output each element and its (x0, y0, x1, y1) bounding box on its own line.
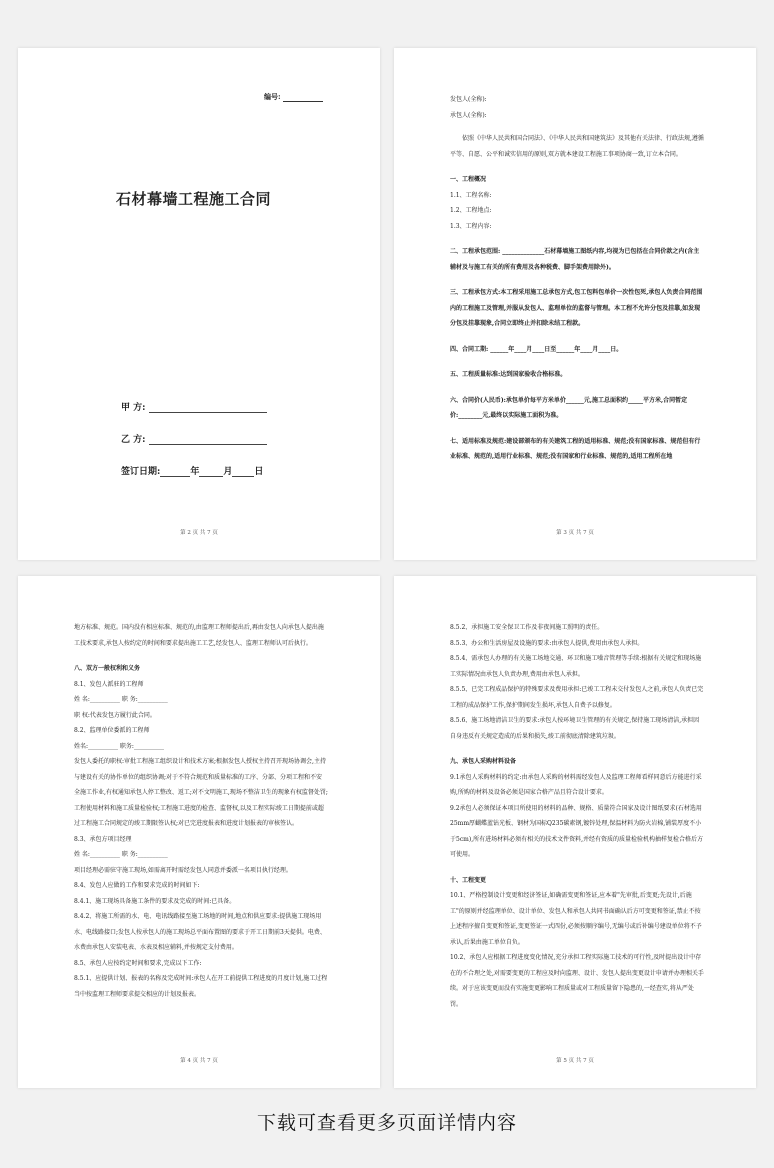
section-heading: 六、合同价(人民币):承包单价每平方米单价______元,施工总面积约_____平方米,合同暂定价:________元,最终以实际施工面积为准。 (450, 396, 688, 419)
paragraph: 8.4、发包人应做的工作和要求完成的时间如下: (74, 882, 200, 889)
paragraph: 8.5.4、需承包人办理的有关施工场地交通、环卫和施工噪音管理等手续:根据有关规定和现场施工实际情况由承包人负责办理,费用由承包人承担。 (450, 655, 702, 678)
paragraph: 地方标准、规范。国内没有相应标准、规范的,由监理工程师提出后,再由发包人向承包人提出施工技术要求,承包人按约定的时间和要求提出施工工艺,经发包人、监理工程师认可后执行。 (74, 624, 324, 647)
contract-number-blank (283, 94, 323, 102)
page-body (450, 92, 704, 465)
party-b-blank (149, 435, 267, 445)
page-footer: 第 4 页 共 7 页 (180, 1058, 218, 1064)
paragraph: 发包人(全称): (450, 96, 487, 103)
contract-number (264, 92, 323, 102)
page-5 (394, 576, 756, 1088)
party-b-field (121, 432, 267, 445)
paragraph: 1.1、工程名称: (450, 191, 492, 199)
section-heading: 四、合同工期: ______年____月____日至______年____月____日。 (450, 345, 623, 353)
section-heading: 八、双方一般权利和义务 (74, 665, 141, 672)
paragraph: 1.2、工程地点: (450, 207, 492, 214)
paragraph: 8.5.6、施工场地清洁卫生的要求:承包人按环境卫生管理的有关规定,保持施工现场清洁,承担因自身违反有关规定造成的后果和损失,竣工前彻底清除建筑垃圾。 (450, 717, 700, 740)
section-heading: 一、工程概况 (450, 176, 487, 183)
page-footer: 第 3 页 共 7 页 (556, 530, 594, 536)
party-a-field (121, 400, 267, 413)
paragraph: 姓 名:__________ 职 务:__________ (74, 696, 168, 703)
paragraph: 8.5.2、承担施工安全保卫工作及非夜间施工照明的责任。 (450, 624, 604, 631)
section-heading: 二、工程承包范围: ______________石材幕墙施工图纸内容,均视为已包括在合同价款之内(含主辅材及与施工有关的所有费用及各种税费、脚手架费用除外)。 (450, 248, 700, 271)
paragraph: 8.4.2、将施工所需的水、电、电讯线路接至施工场地的时间,地点和供应要求:提供施工现场用水、电线路接口;发包人按承包人的施工现场总平面布置图的要求于开工日期前3天提供。电费、水费由承包人安装电表、水表及相应辅料,并按规定支付费用。 (74, 913, 326, 951)
party-a-blank (149, 403, 267, 413)
contract-number-label: 编号: (264, 92, 281, 101)
download-prompt[interactable]: 下载可查看更多页面详情内容 (256, 1112, 517, 1134)
paragraph: 8.5.1、应提供计划、报表的名称及完成时间:承包人在开工前提供工程进度的月度计划,施工过程当中按监理工程师要求提交相应的计划及报表。 (74, 975, 328, 998)
paragraph: 项目经理必需驻守施工现场,如需离开时需经发包人同意并委派一名项目执行经理。 (74, 866, 292, 874)
paragraph: 依照《中华人民共和国合同法》、《中华人民共和国建筑法》及其他有关法律、行政法规,遵循平等、自愿、公平和诚实信用的原则,双方就本建设工程施工事项协商一致,订立本合同。 (450, 135, 704, 158)
page-3 (394, 48, 756, 560)
paragraph (450, 123, 704, 131)
paragraph: 承包人(全称): (450, 111, 487, 119)
paragraph: 姓名:__________ 职务:__________ (74, 742, 164, 750)
paragraph: 职 权:代表发包方履行此合同。 (74, 711, 156, 719)
party-b-label: 乙 方: (121, 435, 146, 445)
paragraph: 10.2、承包人应根据工程进度变化情况,充分承担工程实际施工技术的可行性,及时提出设计中存在的不合理之处,对需要变更的工程应及时向监理、设计、发包人提出变更设计申请并办理相关手续。对于应该变更而没有实施变更影响工程质量或对工程质量留下隐患的,一经查实,将从严处罚。 (450, 954, 704, 1008)
paragraph: 8.2、监理单位委派的工程师 (74, 727, 150, 734)
page-body (74, 620, 328, 1002)
paragraph: 9.1承包人采购材料的约定:由承包人采购的材料需经发包人及监理工程师看样同意后方能进行采购,所购的材料及设备必须是国家合格产品且符合设计要求。 (450, 773, 702, 796)
paragraph: 8.3、承包方项目经理 (74, 835, 132, 843)
page-body (450, 620, 704, 1012)
section-heading: 五、工程质量标准:达到国家验收合格标准。 (450, 371, 567, 378)
sign-month-label: 月 (223, 467, 233, 477)
section-heading: 七、适用标准及规范:建设部颁布的有关建筑工程的适用标准、规范;没有国家标准、规范但有行业标准、规范的,适用行业标准、规范;没有国家和行业标准、规范的,适用工程所在地 (450, 437, 701, 460)
paragraph: 姓 名:__________ 职 务:__________ (74, 851, 168, 858)
cover-page (18, 48, 380, 560)
contract-title: 石材幕墙工程施工合同 (116, 190, 272, 208)
sign-day-blank (232, 467, 254, 477)
sign-month-blank (199, 467, 223, 477)
paragraph: 8.5、承包人应按约定时间和要求,完成以下工作: (74, 959, 202, 967)
page-footer: 第 2 页 共 7 页 (180, 530, 218, 536)
paragraph: 9.2承包人必须保证本项目所使用的材料的品种、规格、质量符合国家及设计图纸要求(石材选用25mm厚蝴蝶蓝钻光板、钢材为国标Q235碳素钢,镀锌处理,保温材料为防火岩棉,铺装厚度不小于5cm),所有进场材料必须有相关的技术文件资料,并经有资质的质量检验机构抽样复检合格后方可使用。 (450, 804, 704, 858)
sign-date-field (121, 464, 263, 477)
paragraph: 8.4.1、施工现场具备施工条件的要求及完成的时间:已具备。 (74, 897, 236, 905)
paragraph: 8.5.3、办公和生活房屋及设施的要求:由承包人提供,费用由承包人承担。 (450, 639, 644, 647)
party-a-label: 甲 方: (121, 403, 146, 413)
sign-year-blank (160, 467, 190, 477)
paragraph: 发包人委托的职权:审批工程施工组织设计和技术方案;根据发包人授权主持召开现场协调会,主持与建设有关的协作单位的组织协调;对于不符合规范和质量标准的工序、分部、分项工程和不安全施工作业,有权通知承包人停工整改、返工;对不文明施工,现场不整洁卫生的现象有权监督处罚;工程使用材料和施工质量检验权;工程施工进度的检查、监督权,以及工程实际竣工日期提前或超过工程施工合同规定的竣工期限签认权;对已完进度报表和进度计划报表的审核签认。 (74, 758, 328, 827)
section-heading: 十、工程变更 (450, 876, 487, 884)
paragraph: 8.1、发包人派驻的工程师 (74, 680, 144, 688)
page-4 (18, 576, 380, 1088)
sign-year-label: 年 (190, 467, 200, 477)
sign-day-label: 日 (254, 467, 264, 477)
section-heading: 九、承包人采购材料设备 (450, 758, 517, 765)
section-heading: 三、工程承包方式:本工程采用施工总承包方式,包工包料包单价一次性包死,承包人负责合同范围内的工程施工及管理,并服从发包人、监理单位的监督与管理。本工程不允许分包及挂靠,如发现分包及挂靠现象,合同立即终止并扣除未结工程款。 (450, 289, 703, 327)
paragraph: 1.3、工程内容: (450, 222, 492, 230)
paragraph: 8.5.5、已完工程成品保护的特殊要求及费用承担:已竣工工程未交付发包人之前,承包人负责已完工程的成品保护工作,保护期间发生损坏,承包人自费予以修复。 (450, 686, 704, 709)
sign-date-label: 签订日期: (121, 467, 161, 477)
paragraph: 10.1、严格控制设计变更和经济签证,如确需变更和签证,应本着"先审批,后变更;先设计,后施工"的原则并经监理单位、设计单位、发包人和承包人共同书面确认后方可变更和签证,禁止不按上述程序擅自变更和签证,变更签证一式四份,必须按顺序编号,无编号或后补编号建设单位将不予承认,后果由施工单位自负。 (450, 892, 702, 946)
page-footer: 第 5 页 共 7 页 (556, 1058, 594, 1064)
